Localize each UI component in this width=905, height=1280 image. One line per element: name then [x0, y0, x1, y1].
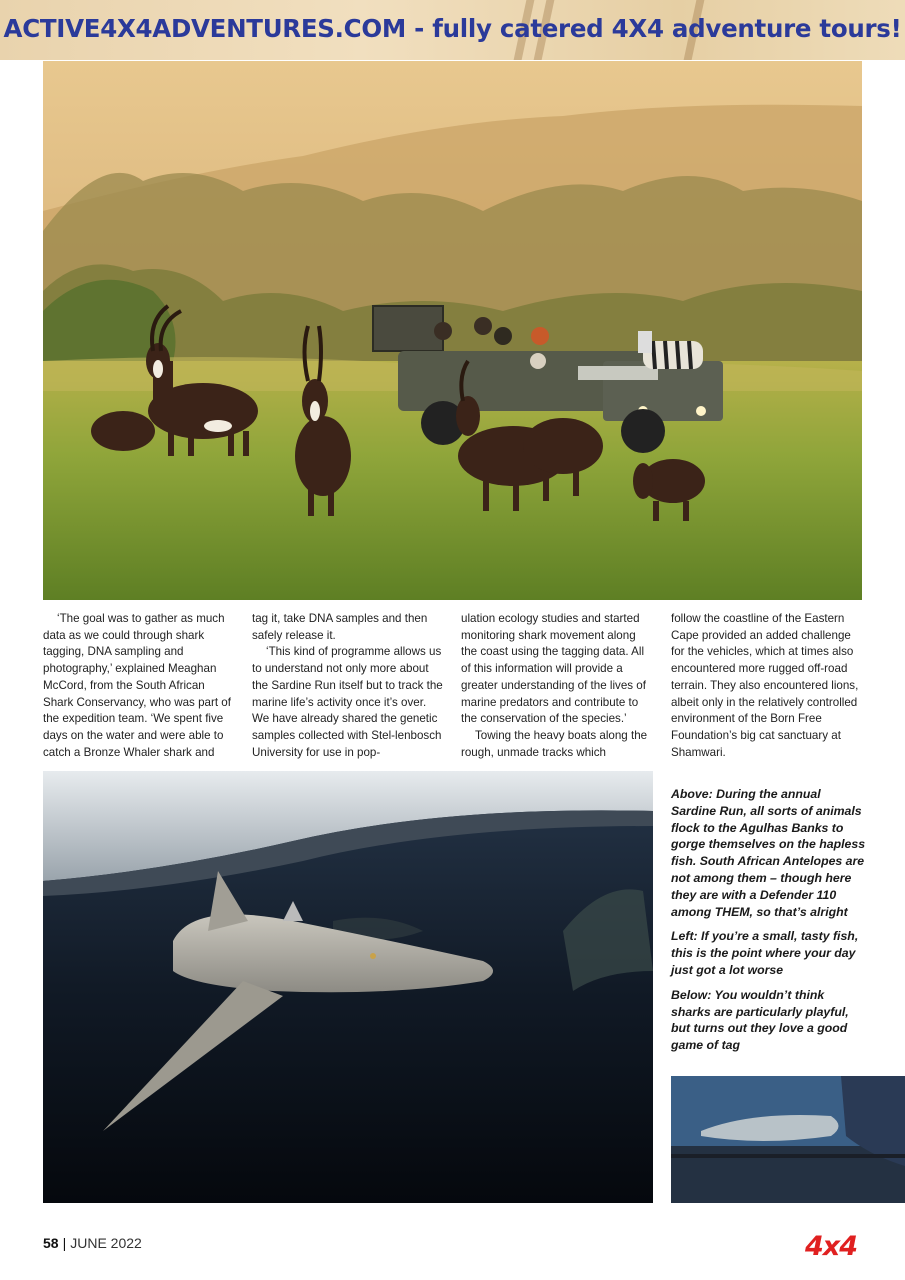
antelope-safari-photo	[43, 61, 862, 600]
photo-captions	[671, 786, 866, 1062]
shark-boat-photo	[671, 1076, 905, 1203]
advert-banner-text: ACTIVE4X4ADVENTURES.COM - fully catered 4X4 adventure tours!	[3, 14, 902, 43]
magazine-logo: 4x4	[805, 1231, 857, 1262]
caption-below: Below: You wouldn’t think sharks are particularly playful, but turns out they love a good game of tag	[671, 987, 849, 1053]
paragraph: ‘The goal was to gather as much data as we could through shark tagging, DNA sampling and photography,’ explained Meaghan McCord, from the South African Shark Conservancy, who was part of the expedition team. ‘We spent five days on the water and were able to catch a Bronze Whaler shark and	[43, 612, 231, 759]
article-column-2	[252, 611, 444, 761]
caption-above: Above: During the annual Sardine Run, all sorts of animals flock to the Agulhas Banks to gorge themselves on the hapless fish. South African Antelopes are not among them – though here they are with a Defender 110 among THEM, so that’s alright	[671, 787, 866, 919]
paragraph: ulation ecology studies and started monitoring shark movement along the coast using the tagging data. All of this information will provide a greater understanding of the lives of marine predators and contribute to the conservation of the species.’	[461, 612, 646, 726]
article-column-3	[461, 611, 653, 761]
article-column-1	[43, 611, 235, 761]
caption-left: Left: If you’re a small, tasty fish, this is the point where your day just got a lot worse	[671, 929, 859, 977]
article-column-4	[671, 611, 866, 761]
advert-banner[interactable]	[0, 0, 905, 60]
issue-date: JUNE 2022	[70, 1235, 142, 1251]
paragraph: follow the coastline of the Eastern Cape provided an added challenge for the vehicles, which at times also encountered more rugged off-road terrain. They also encountered lions, albeit only in the relatively controlled environment of the Born Free Foundation’s big cat sanctuary at Shamwari.	[671, 612, 859, 759]
page-footer	[43, 1235, 142, 1251]
paragraph: tag it, take DNA samples and then safely release it.	[252, 612, 428, 642]
paragraph: Towing the heavy boats along the rough, unmade tracks which	[461, 728, 648, 759]
paragraph: ‘This kind of programme allows us to understand not only more about the Sardine Run itself but to track the marine life’s activity once it’s over. We have already shared the genetic samples collected with Stel-lenbosch University for use in pop-	[252, 645, 443, 759]
shark-underwater-photo	[43, 771, 653, 1203]
page-number: 58	[43, 1235, 59, 1251]
footer-separator: |	[62, 1235, 67, 1251]
